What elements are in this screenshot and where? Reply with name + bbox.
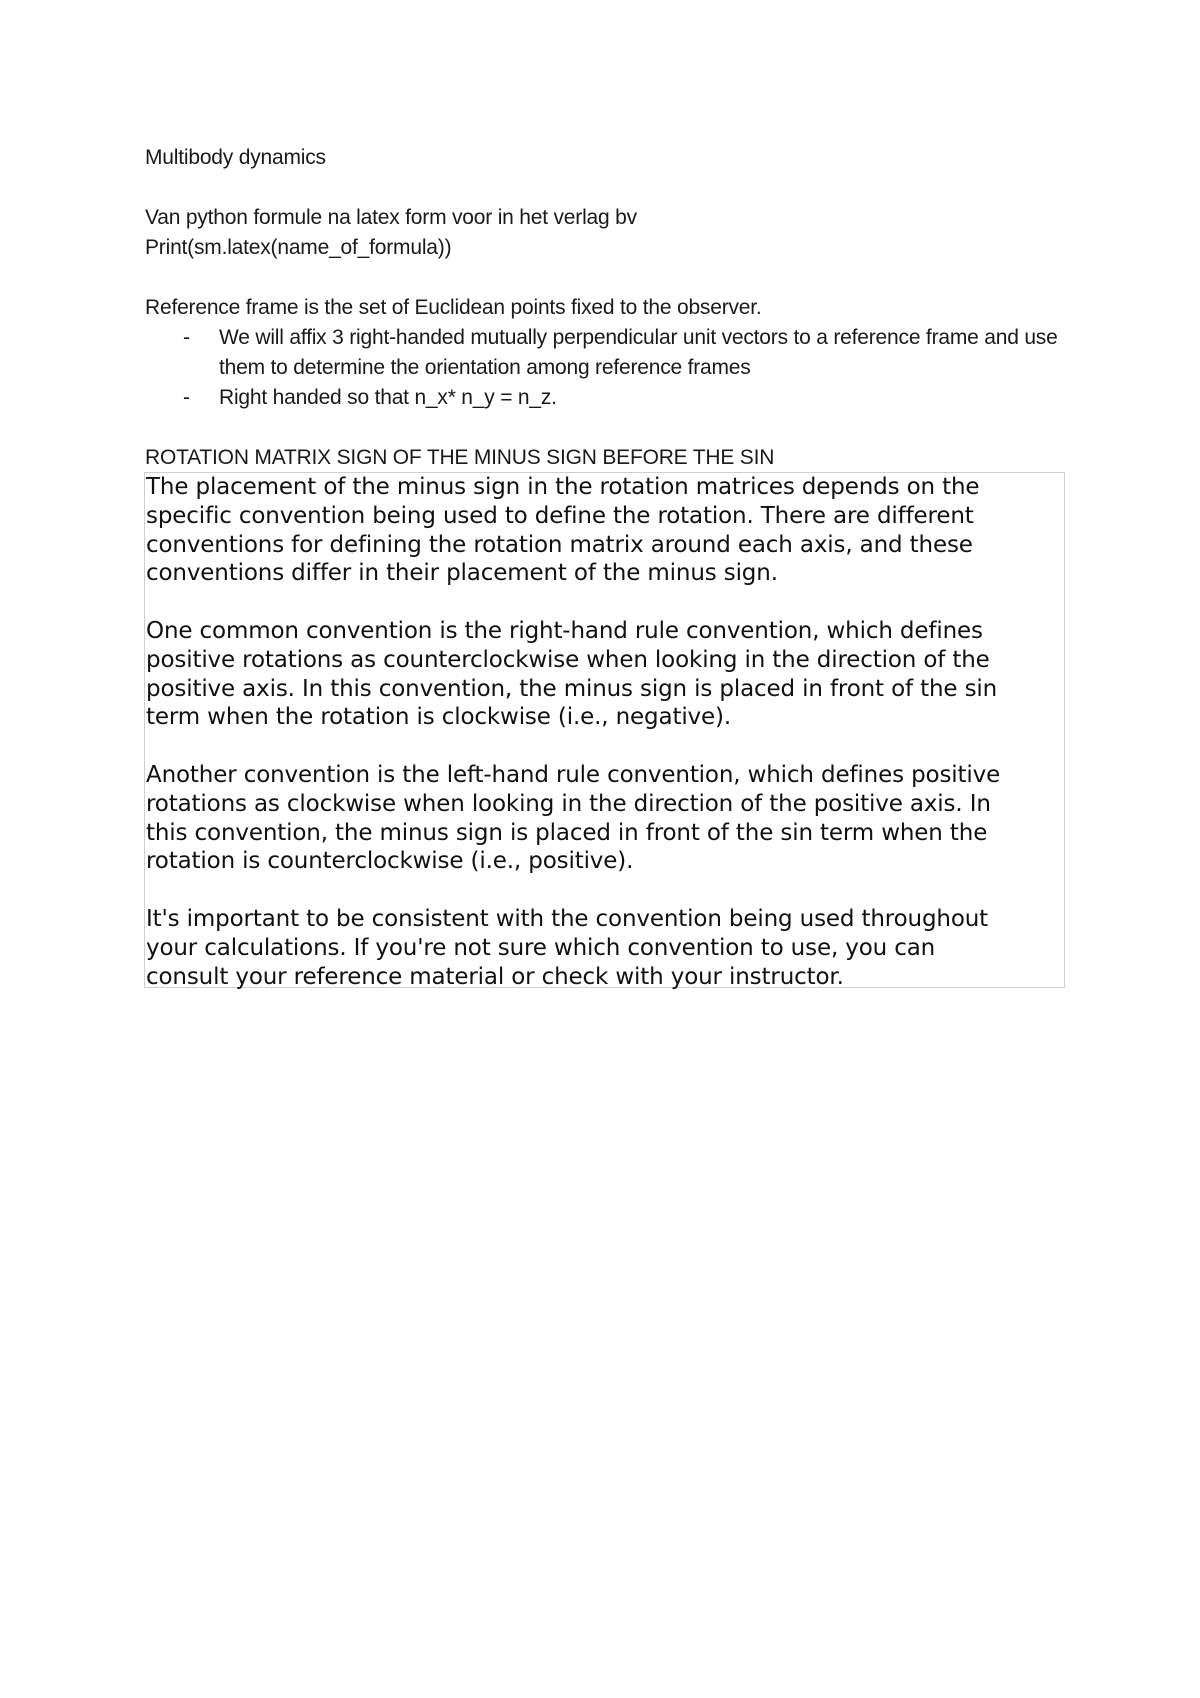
answer-paragraph-3: [146, 761, 1064, 876]
answer-line: rotations as clockwise when looking in the direction of the positive axis. In: [146, 790, 991, 817]
note-line-2: Print(sm.latex(name_of_formula)): [145, 236, 452, 259]
answer-line: your calculations. If you're not sure which convention to use, you can: [146, 934, 936, 961]
bullet-dash: -: [183, 386, 190, 409]
spacer: [145, 413, 1065, 443]
bullet-text: We will affix 3 right-handed mutually perpendicular unit vectors to a reference frame and use them to determine the orientation among reference frames: [219, 326, 1058, 379]
bullet-dash: -: [183, 326, 190, 349]
list-item: [145, 323, 1069, 383]
answer-line: conventions differ in their placement of the minus sign.: [146, 560, 778, 587]
answer-line: The placement of the minus sign in the rotation matrices depends on the: [146, 474, 980, 500]
document-body: [145, 143, 1065, 473]
pasted-answer-box: [144, 472, 1065, 988]
answer-line: One common convention is the right-hand rule convention, which defines: [146, 617, 983, 644]
answer-paragraph-4: [146, 905, 1064, 991]
answer-paragraph-2: [146, 617, 1064, 732]
answer-paragraph-1: [146, 473, 1064, 588]
answer-line: It's important to be consistent with the convention being used throughout: [146, 905, 989, 932]
answer-line: term when the rotation is clockwise (i.e., negative).: [146, 704, 732, 731]
bullet-text: Right handed so that n_x* n_y = n_z.: [219, 386, 557, 409]
answer-line: conventions for defining the rotation matrix around each axis, and these: [146, 531, 973, 558]
section-heading: ROTATION MATRIX SIGN OF THE MINUS SIGN BEFORE THE SIN: [145, 446, 775, 469]
answer-line: this convention, the minus sign is placed in front of the sin term when the: [146, 819, 988, 846]
answer-line: Another convention is the left-hand rule convention, which defines positive: [146, 761, 1001, 788]
reference-frame-intro: Reference frame is the set of Euclidean points fixed to the observer.: [145, 296, 762, 319]
spacer: [145, 263, 1065, 293]
answer-line: rotation is counterclockwise (i.e., positive).: [146, 848, 634, 875]
note-line-1: Van python formule na latex form voor in het verlag bv: [145, 206, 637, 229]
answer-line: consult your reference material or check with your instructor.: [146, 963, 844, 990]
spacer: [145, 173, 1065, 203]
list-item: [145, 383, 1069, 413]
bullet-list: [145, 323, 1065, 413]
answer-line: specific convention being used to define the rotation. There are different: [146, 502, 974, 529]
answer-line: positive rotations as counterclockwise when looking in the direction of the: [146, 646, 990, 673]
answer-line: positive axis. In this convention, the minus sign is placed in front of the sin: [146, 675, 998, 702]
document-title: Multibody dynamics: [145, 146, 326, 169]
